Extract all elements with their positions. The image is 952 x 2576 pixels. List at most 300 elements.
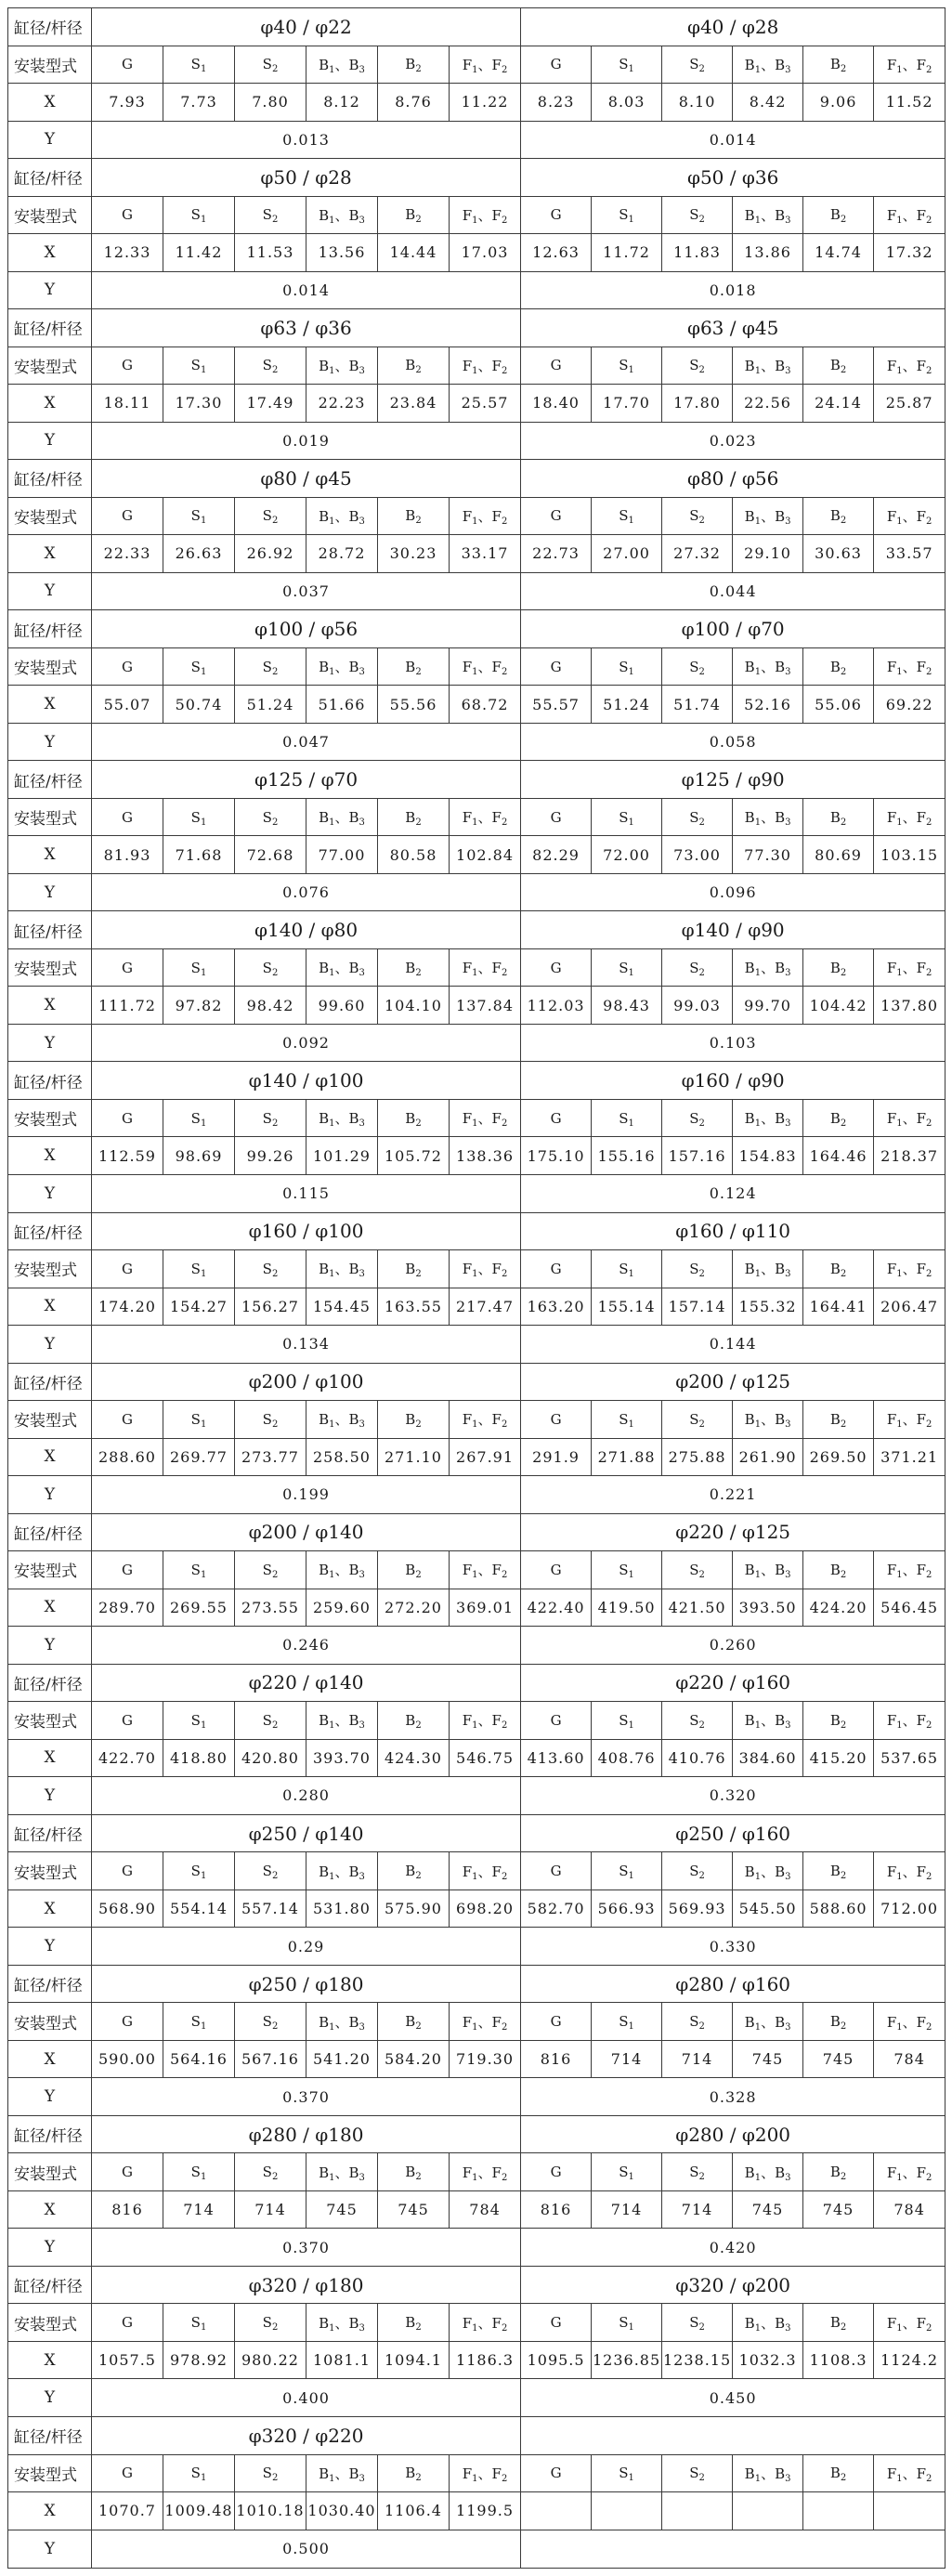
block-title-row — [8, 2115, 945, 2153]
x-value-cell: 784 — [450, 2190, 521, 2229]
mount-type-cell: $F_1$、$F_2$ — [450, 798, 521, 836]
bore-rod-size: φ40 / φ28 — [521, 8, 945, 46]
x-value-cell: 99.26 — [235, 1137, 306, 1175]
bore-rod-size: φ63 / φ45 — [521, 309, 945, 347]
x-value-cell: 11.42 — [163, 234, 235, 272]
y-value-cell: 0.103 — [521, 1024, 945, 1062]
x-label: X — [8, 987, 92, 1025]
x-value-cell: 55.56 — [378, 686, 450, 724]
mount-type-cell: G — [92, 1551, 163, 1589]
x-value-row — [8, 2190, 945, 2229]
x-value-cell: 531.80 — [306, 1890, 378, 1928]
x-value-cell: 978.92 — [163, 2341, 235, 2379]
bore-rod-size: φ140 / φ100 — [92, 1062, 521, 1100]
x-value-cell: 80.58 — [378, 836, 450, 874]
mount-type-cell: $F_1$、$F_2$ — [874, 347, 945, 385]
bore-rod-label: 缸径/杆径 — [8, 2417, 92, 2455]
mount-type-cell: $B_1$、$B_3$ — [733, 1401, 803, 1439]
mount-type-cell: $B_1$、$B_3$ — [306, 1702, 378, 1740]
x-value-cell: 568.90 — [92, 1890, 163, 1928]
mount-type-cell: $S_2$ — [662, 1702, 733, 1740]
x-value-cell: 575.90 — [378, 1890, 450, 1928]
mount-type-cell: $B_1$、$B_3$ — [733, 1852, 803, 1890]
x-value-cell: 419.50 — [592, 1589, 662, 1627]
mount-type-cell: $B_1$、$B_3$ — [306, 948, 378, 987]
y-value-cell: 0.246 — [92, 1627, 521, 1665]
x-value-cell: 567.16 — [235, 2040, 306, 2078]
y-label: Y — [8, 1627, 92, 1665]
mount-type-cell: $B_1$、$B_3$ — [306, 1401, 378, 1439]
block-title-row — [8, 1363, 945, 1401]
bore-rod-size: φ250 / φ140 — [92, 1814, 521, 1852]
x-value-cell: 17.32 — [874, 234, 945, 272]
y-label: Y — [8, 2379, 92, 2417]
bore-rod-size: φ200 / φ140 — [92, 1513, 521, 1551]
bore-rod-size: φ220 / φ140 — [92, 1664, 521, 1702]
mount-type-cell: $B_1$、$B_3$ — [306, 196, 378, 234]
mount-type-cell: $S_1$ — [163, 1401, 235, 1439]
mount-type-row — [8, 2304, 945, 2342]
mount-type-cell: $B_1$、$B_3$ — [733, 1099, 803, 1137]
x-value-cell: 415.20 — [803, 1739, 874, 1777]
mount-type-cell: $S_2$ — [235, 948, 306, 987]
y-value-cell: 0.260 — [521, 1627, 945, 1665]
x-value-cell: 1081.1 — [306, 2341, 378, 2379]
x-value-cell: 51.24 — [235, 686, 306, 724]
mount-type-cell: G — [92, 1099, 163, 1137]
mount-type-cell: $S_2$ — [662, 497, 733, 535]
x-value-cell: 22.23 — [306, 385, 378, 423]
x-value-row — [8, 385, 945, 423]
bore-rod-size: φ320 / φ180 — [92, 2266, 521, 2304]
mount-type-cell: $B_1$、$B_3$ — [306, 2454, 378, 2492]
mount-type-cell: G — [92, 497, 163, 535]
mount-type-cell: $S_2$ — [662, 948, 733, 987]
mount-type-cell: $S_2$ — [235, 798, 306, 836]
x-value-cell: 1108.3 — [803, 2341, 874, 2379]
y-value-row — [8, 2078, 945, 2116]
x-value-cell: 18.40 — [521, 385, 592, 423]
mount-type-cell: $B_2$ — [378, 1852, 450, 1890]
x-value-cell: 99.60 — [306, 987, 378, 1025]
bore-rod-size: φ160 / φ110 — [521, 1212, 945, 1250]
x-value-cell: 745 — [733, 2040, 803, 2078]
y-value-cell: 0.330 — [521, 1928, 945, 1966]
mount-type-cell: $B_1$、$B_3$ — [733, 1702, 803, 1740]
y-value-cell: 0.014 — [92, 271, 521, 309]
x-value-cell: 422.70 — [92, 1739, 163, 1777]
mount-type-row — [8, 1401, 945, 1439]
mount-type-cell: $S_2$ — [662, 2304, 733, 2342]
y-value-cell: 0.124 — [521, 1174, 945, 1212]
x-value-cell: 13.86 — [733, 234, 803, 272]
mount-type-cell: G — [92, 2153, 163, 2191]
x-value-cell: 288.60 — [92, 1438, 163, 1476]
mount-type-cell: $B_1$、$B_3$ — [306, 2003, 378, 2041]
y-value-row — [8, 2530, 945, 2568]
x-value-cell: 1094.1 — [378, 2341, 450, 2379]
x-value-cell: 7.93 — [92, 84, 163, 122]
x-label: X — [8, 836, 92, 874]
bore-rod-size: φ280 / φ160 — [521, 1965, 945, 2003]
x-value-cell: 30.23 — [378, 535, 450, 573]
x-value-cell — [662, 2492, 733, 2530]
mount-type-cell: $B_1$、$B_3$ — [306, 347, 378, 385]
mount-type-cell: $B_1$、$B_3$ — [733, 948, 803, 987]
mount-type-cell: $F_1$、$F_2$ — [874, 798, 945, 836]
mount-type-cell: $B_2$ — [378, 2304, 450, 2342]
y-value-cell: 0.420 — [521, 2229, 945, 2267]
x-value-cell: 271.88 — [592, 1438, 662, 1476]
x-value-cell: 30.63 — [803, 535, 874, 573]
x-value-cell: 1238.15 — [662, 2341, 733, 2379]
y-value-row — [8, 2229, 945, 2267]
x-value-cell: 17.30 — [163, 385, 235, 423]
y-value-cell: 0.144 — [521, 1326, 945, 1364]
x-value-cell: 1032.3 — [733, 2341, 803, 2379]
mount-type-cell: $S_2$ — [235, 1551, 306, 1589]
y-value-row — [8, 1476, 945, 1514]
mount-type-cell: $S_2$ — [235, 497, 306, 535]
mount-type-cell: $F_1$、$F_2$ — [450, 46, 521, 84]
x-value-cell — [874, 2492, 945, 2530]
y-label: Y — [8, 1174, 92, 1212]
x-value-cell: 73.00 — [662, 836, 733, 874]
x-label: X — [8, 385, 92, 423]
x-label: X — [8, 2040, 92, 2078]
bore-rod-label: 缸径/杆径 — [8, 2266, 92, 2304]
x-value-row — [8, 234, 945, 272]
table-body — [8, 8, 945, 2569]
mount-type-cell: G — [521, 2153, 592, 2191]
y-value-cell — [521, 2530, 945, 2568]
x-value-cell: 569.93 — [662, 1890, 733, 1928]
x-value-cell: 258.50 — [306, 1438, 378, 1476]
mount-type-cell: $B_1$、$B_3$ — [733, 2003, 803, 2041]
x-value-cell: 582.70 — [521, 1890, 592, 1928]
y-value-cell: 0.047 — [92, 723, 521, 761]
x-value-cell: 98.69 — [163, 1137, 235, 1175]
mount-type-cell: $S_1$ — [592, 1551, 662, 1589]
mount-type-label: 安装型式 — [8, 497, 92, 535]
x-value-cell: 22.56 — [733, 385, 803, 423]
mount-type-cell: $F_1$、$F_2$ — [874, 196, 945, 234]
y-value-cell: 0.450 — [521, 2379, 945, 2417]
x-value-cell: 52.16 — [733, 686, 803, 724]
mount-type-cell: $S_2$ — [235, 1852, 306, 1890]
mount-type-row — [8, 46, 945, 84]
x-value-cell: 413.60 — [521, 1739, 592, 1777]
mount-type-cell: $S_2$ — [662, 46, 733, 84]
x-value-cell: 155.32 — [733, 1288, 803, 1326]
mount-type-cell: $B_2$ — [378, 347, 450, 385]
mount-type-cell: $F_1$、$F_2$ — [450, 1551, 521, 1589]
mount-type-cell: $S_2$ — [235, 1250, 306, 1288]
mount-type-cell: $B_2$ — [803, 497, 874, 535]
x-value-cell: 163.20 — [521, 1288, 592, 1326]
mount-type-cell: $B_2$ — [378, 948, 450, 987]
mount-type-cell: $S_1$ — [163, 497, 235, 535]
x-value-cell: 714 — [163, 2190, 235, 2229]
x-value-cell: 1009.48 — [163, 2492, 235, 2530]
x-value-cell: 51.66 — [306, 686, 378, 724]
mount-type-cell: $B_2$ — [378, 1551, 450, 1589]
mount-type-row — [8, 497, 945, 535]
mount-type-cell: $S_2$ — [235, 647, 306, 686]
x-value-cell: 24.14 — [803, 385, 874, 423]
x-label: X — [8, 1589, 92, 1627]
y-value-row — [8, 271, 945, 309]
x-value-row — [8, 535, 945, 573]
x-value-cell: 259.60 — [306, 1589, 378, 1627]
mount-type-cell: $S_1$ — [163, 2454, 235, 2492]
x-label: X — [8, 2190, 92, 2229]
mount-type-cell: $S_1$ — [592, 347, 662, 385]
mount-type-cell: $S_1$ — [163, 948, 235, 987]
x-value-cell: 104.10 — [378, 987, 450, 1025]
x-value-cell: 745 — [803, 2190, 874, 2229]
x-value-cell: 271.10 — [378, 1438, 450, 1476]
mount-type-row — [8, 647, 945, 686]
mount-type-row — [8, 1250, 945, 1288]
mount-type-cell: $S_1$ — [592, 46, 662, 84]
x-value-cell: 590.00 — [92, 2040, 163, 2078]
x-value-cell: 71.68 — [163, 836, 235, 874]
mount-type-cell: $B_2$ — [803, 948, 874, 987]
mount-type-cell: G — [521, 196, 592, 234]
mount-type-cell: $S_2$ — [235, 1099, 306, 1137]
x-value-cell: 9.06 — [803, 84, 874, 122]
y-value-cell: 0.018 — [521, 271, 945, 309]
x-value-cell: 269.55 — [163, 1589, 235, 1627]
y-label: Y — [8, 2229, 92, 2267]
mount-type-cell: $B_1$、$B_3$ — [733, 1551, 803, 1589]
mount-type-cell: $S_2$ — [662, 2454, 733, 2492]
x-value-cell: 545.50 — [733, 1890, 803, 1928]
mount-type-cell: G — [521, 798, 592, 836]
mount-type-cell: $S_2$ — [662, 196, 733, 234]
x-value-cell — [592, 2492, 662, 2530]
y-label: Y — [8, 1024, 92, 1062]
x-value-cell: 554.14 — [163, 1890, 235, 1928]
block-title-row — [8, 8, 945, 46]
mount-type-cell: $F_1$、$F_2$ — [450, 1702, 521, 1740]
mount-type-cell: $F_1$、$F_2$ — [450, 1099, 521, 1137]
x-value-cell: 18.11 — [92, 385, 163, 423]
bore-rod-label: 缸径/杆径 — [8, 1814, 92, 1852]
x-label: X — [8, 1890, 92, 1928]
y-value-cell: 0.037 — [92, 572, 521, 610]
mount-type-cell: $S_1$ — [163, 647, 235, 686]
mount-type-cell: $S_2$ — [235, 1702, 306, 1740]
bore-rod-label: 缸径/杆径 — [8, 1664, 92, 1702]
mount-type-row — [8, 196, 945, 234]
bore-rod-label: 缸径/杆径 — [8, 159, 92, 197]
x-value-cell: 104.42 — [803, 987, 874, 1025]
x-value-cell: 267.91 — [450, 1438, 521, 1476]
x-value-cell: 11.52 — [874, 84, 945, 122]
mount-type-label: 安装型式 — [8, 2153, 92, 2191]
x-value-cell: 80.69 — [803, 836, 874, 874]
y-value-row — [8, 873, 945, 911]
mount-type-cell: $S_2$ — [235, 2454, 306, 2492]
y-value-cell: 0.134 — [92, 1326, 521, 1364]
mount-type-cell: $S_1$ — [163, 1702, 235, 1740]
bore-rod-size: φ200 / φ125 — [521, 1363, 945, 1401]
bore-rod-size: φ250 / φ180 — [92, 1965, 521, 2003]
x-value-cell: 77.00 — [306, 836, 378, 874]
mount-type-cell: $B_2$ — [803, 1250, 874, 1288]
mount-type-cell: $S_2$ — [662, 1099, 733, 1137]
x-value-cell: 1095.5 — [521, 2341, 592, 2379]
x-value-cell: 14.44 — [378, 234, 450, 272]
mount-type-cell: $S_1$ — [592, 647, 662, 686]
mount-type-cell: $S_2$ — [235, 2153, 306, 2191]
mount-type-cell: G — [92, 2003, 163, 2041]
mount-type-cell: G — [521, 497, 592, 535]
y-label: Y — [8, 422, 92, 460]
y-value-cell: 0.115 — [92, 1174, 521, 1212]
mount-type-cell: $F_1$、$F_2$ — [450, 647, 521, 686]
x-value-cell: 8.42 — [733, 84, 803, 122]
bore-rod-size: φ280 / φ200 — [521, 2115, 945, 2153]
bore-rod-size: φ50 / φ36 — [521, 159, 945, 197]
x-value-cell: 273.55 — [235, 1589, 306, 1627]
mount-type-cell: G — [92, 2304, 163, 2342]
x-value-cell: 714 — [592, 2190, 662, 2229]
mount-type-label: 安装型式 — [8, 1401, 92, 1439]
x-value-cell: 557.14 — [235, 1890, 306, 1928]
mount-type-cell: G — [521, 1702, 592, 1740]
bore-rod-label: 缸径/杆径 — [8, 309, 92, 347]
mount-type-cell: $F_1$、$F_2$ — [450, 196, 521, 234]
mount-type-cell: $S_1$ — [163, 2304, 235, 2342]
mount-type-cell: $F_1$、$F_2$ — [450, 948, 521, 987]
mount-type-cell: $S_1$ — [592, 1852, 662, 1890]
x-value-cell: 261.90 — [733, 1438, 803, 1476]
x-value-cell: 28.72 — [306, 535, 378, 573]
x-value-cell: 25.87 — [874, 385, 945, 423]
mount-type-cell: $F_1$、$F_2$ — [874, 2153, 945, 2191]
x-value-cell: 13.56 — [306, 234, 378, 272]
mount-type-cell: $B_1$、$B_3$ — [306, 2153, 378, 2191]
x-value-cell: 1236.85 — [592, 2341, 662, 2379]
x-value-cell: 719.30 — [450, 2040, 521, 2078]
x-value-cell: 745 — [803, 2040, 874, 2078]
y-value-cell: 0.019 — [92, 422, 521, 460]
mount-type-cell: $S_1$ — [592, 2153, 662, 2191]
x-value-cell: 22.73 — [521, 535, 592, 573]
bore-rod-size: φ160 / φ90 — [521, 1062, 945, 1100]
mount-type-cell: $F_1$、$F_2$ — [874, 2304, 945, 2342]
x-value-row — [8, 2492, 945, 2530]
bore-rod-label: 缸径/杆径 — [8, 1363, 92, 1401]
x-value-cell: 418.80 — [163, 1739, 235, 1777]
x-value-cell: 588.60 — [803, 1890, 874, 1928]
mount-type-cell: $B_1$、$B_3$ — [306, 497, 378, 535]
mount-type-cell: $B_1$、$B_3$ — [306, 1099, 378, 1137]
bore-rod-size: φ220 / φ125 — [521, 1513, 945, 1551]
x-value-cell: 218.37 — [874, 1137, 945, 1175]
y-value-cell: 0.076 — [92, 873, 521, 911]
y-value-cell: 0.096 — [521, 873, 945, 911]
x-value-cell: 7.73 — [163, 84, 235, 122]
x-value-cell: 155.16 — [592, 1137, 662, 1175]
x-value-cell: 97.82 — [163, 987, 235, 1025]
bore-rod-size: φ40 / φ22 — [92, 8, 521, 46]
mount-type-row — [8, 798, 945, 836]
y-value-cell: 0.400 — [92, 2379, 521, 2417]
x-value-cell: 175.10 — [521, 1137, 592, 1175]
y-value-row — [8, 2379, 945, 2417]
x-value-cell: 154.45 — [306, 1288, 378, 1326]
x-value-cell: 81.93 — [92, 836, 163, 874]
mount-type-cell: $S_2$ — [662, 1401, 733, 1439]
mount-type-cell: $B_2$ — [378, 798, 450, 836]
x-value-cell: 164.46 — [803, 1137, 874, 1175]
x-value-cell: 11.83 — [662, 234, 733, 272]
x-value-cell: 745 — [378, 2190, 450, 2229]
x-value-cell: 17.03 — [450, 234, 521, 272]
x-value-row — [8, 1137, 945, 1175]
mount-type-cell: $F_1$、$F_2$ — [450, 347, 521, 385]
mount-type-cell: G — [92, 948, 163, 987]
block-title-row — [8, 911, 945, 949]
y-label: Y — [8, 121, 92, 159]
mount-type-row — [8, 347, 945, 385]
x-value-cell: 14.74 — [803, 234, 874, 272]
block-title-row — [8, 1814, 945, 1852]
x-value-cell: 816 — [521, 2040, 592, 2078]
y-value-row — [8, 1326, 945, 1364]
mount-type-cell: $B_1$、$B_3$ — [733, 2304, 803, 2342]
bore-rod-label: 缸径/杆径 — [8, 1513, 92, 1551]
mount-type-cell: $S_2$ — [662, 1551, 733, 1589]
x-value-cell: 714 — [592, 2040, 662, 2078]
mount-type-cell: $F_1$、$F_2$ — [450, 497, 521, 535]
mount-type-cell: $S_2$ — [235, 347, 306, 385]
x-value-cell: 420.80 — [235, 1739, 306, 1777]
mount-type-cell: $F_1$、$F_2$ — [874, 1401, 945, 1439]
mount-type-cell: $F_1$、$F_2$ — [450, 2454, 521, 2492]
x-label: X — [8, 535, 92, 573]
x-value-cell: 157.14 — [662, 1288, 733, 1326]
mount-type-cell: $B_2$ — [803, 1852, 874, 1890]
x-value-cell: 154.83 — [733, 1137, 803, 1175]
bore-rod-label: 缸径/杆径 — [8, 8, 92, 46]
y-label: Y — [8, 1777, 92, 1815]
mount-type-cell: G — [521, 347, 592, 385]
mount-type-cell: $B_2$ — [803, 2003, 874, 2041]
mount-type-cell: $S_1$ — [163, 1250, 235, 1288]
x-value-cell: 1070.7 — [92, 2492, 163, 2530]
x-value-cell: 55.07 — [92, 686, 163, 724]
x-value-cell: 17.70 — [592, 385, 662, 423]
x-value-cell: 393.70 — [306, 1739, 378, 1777]
x-value-cell: 103.15 — [874, 836, 945, 874]
mount-type-cell: $S_2$ — [235, 2304, 306, 2342]
x-value-cell: 289.70 — [92, 1589, 163, 1627]
x-value-cell: 11.22 — [450, 84, 521, 122]
bore-rod-size: φ160 / φ100 — [92, 1212, 521, 1250]
mount-type-cell: $F_1$、$F_2$ — [874, 2003, 945, 2041]
mount-type-cell: $S_1$ — [592, 1401, 662, 1439]
x-value-cell: 156.27 — [235, 1288, 306, 1326]
x-value-cell: 564.16 — [163, 2040, 235, 2078]
mount-type-cell: $B_2$ — [378, 2153, 450, 2191]
x-value-row — [8, 1589, 945, 1627]
mount-type-cell: $S_1$ — [592, 948, 662, 987]
